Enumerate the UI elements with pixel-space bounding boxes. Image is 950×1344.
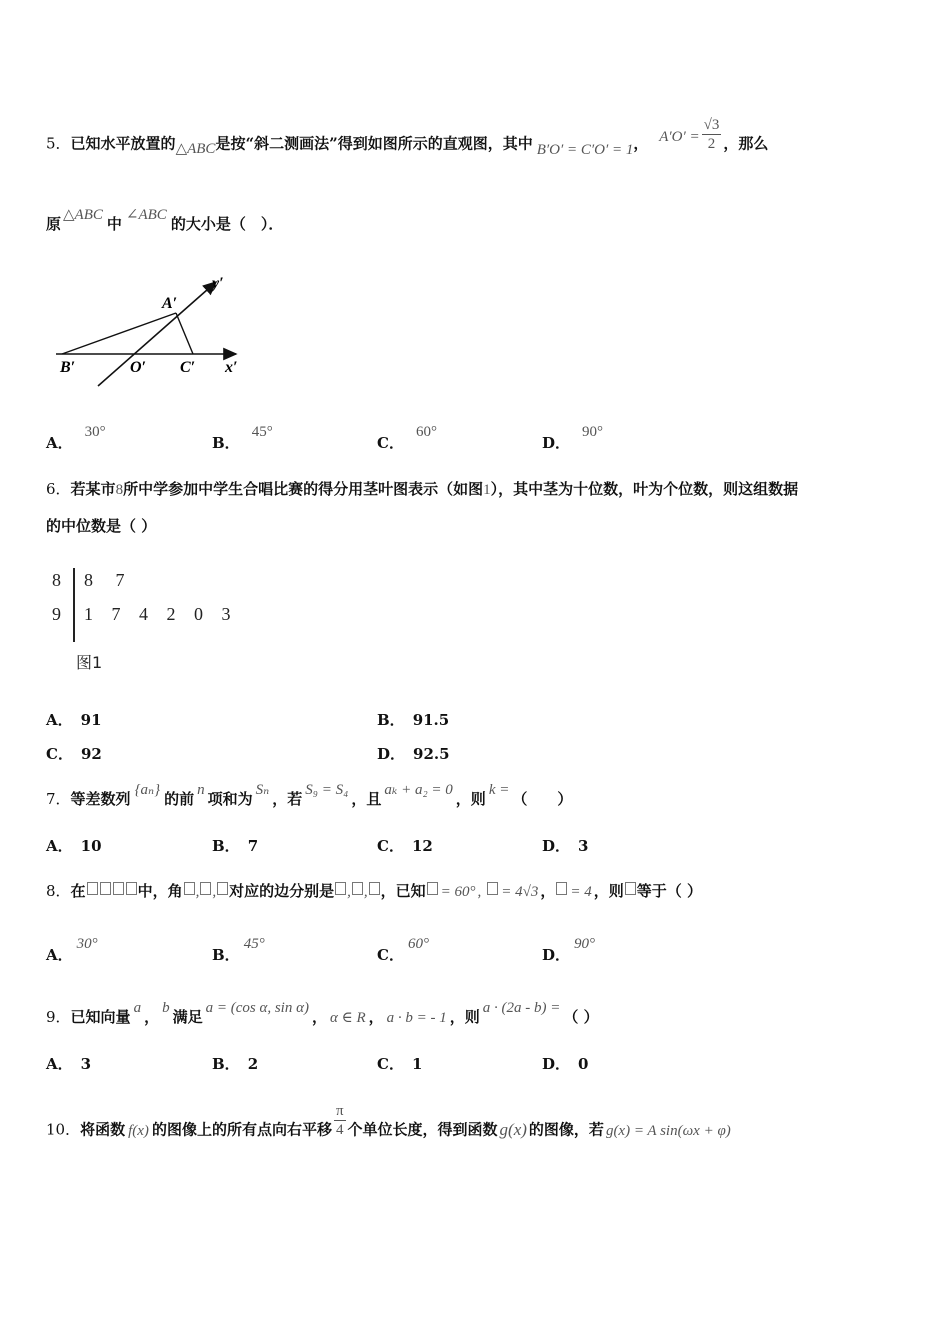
option-value: 0 <box>578 1055 589 1073</box>
q5-comma: ， <box>633 134 649 153</box>
option-label: A． <box>46 434 73 452</box>
option-value: 30° <box>84 424 106 440</box>
q9-option-d[interactable] <box>542 1053 588 1074</box>
q7-math: Sₙ <box>255 782 270 798</box>
q5-oblique-figure <box>50 268 250 388</box>
missing-glyph-box <box>427 882 438 895</box>
option-value: 45° <box>243 936 265 952</box>
option-value: 2 <box>247 1055 259 1073</box>
label-o: O′ <box>130 359 147 376</box>
q6-option-d[interactable] <box>377 743 450 764</box>
option-value: 45° <box>251 424 273 440</box>
q5-equation-bo-co: B′O′ = C′O′ = 1 <box>536 141 634 158</box>
option-label: D． <box>542 1055 571 1073</box>
leaf-value: 4 <box>139 604 148 624</box>
q7-text: 项和为 <box>207 790 253 808</box>
option-label: D． <box>542 434 571 452</box>
q10-line1 <box>46 1103 731 1149</box>
q8-text: ，则 <box>593 882 624 900</box>
label-b: B′ <box>60 359 76 376</box>
option-label: B． <box>212 1055 240 1073</box>
option-label: D． <box>542 837 571 855</box>
q8-text: ，已知 <box>380 882 426 900</box>
q7-text: ，若 <box>272 790 303 808</box>
q8-text: 对应的边分别是 <box>229 882 335 900</box>
option-label: A． <box>46 837 73 855</box>
missing-glyph-box <box>335 882 346 895</box>
q8-option-b[interactable] <box>212 936 265 965</box>
q8-math: = 4 <box>570 884 592 900</box>
figure-caption: 图1 <box>76 653 103 672</box>
q9-math: α ∈ R <box>329 1010 366 1026</box>
option-value: 3 <box>578 837 589 855</box>
q8-text: 等于（ ） <box>636 882 702 900</box>
q9-math: a <box>133 1000 142 1016</box>
q7-math: aₖ + a₂ = 0 <box>384 782 453 798</box>
q6-text: ），其中茎为十位数，叶为个位数，则这组数据 <box>490 480 799 498</box>
option-value: 10 <box>80 837 102 855</box>
missing-glyph-box <box>625 882 636 895</box>
q10-text: 将函数 <box>80 1120 126 1139</box>
fraction-numerator: π <box>335 1103 344 1119</box>
q5-option-c[interactable] <box>377 424 437 453</box>
q7-number: 7． <box>46 790 71 808</box>
q8-option-c[interactable] <box>377 936 429 965</box>
segment-ba <box>62 313 176 354</box>
label-y: y′ <box>212 275 224 292</box>
q9-option-c[interactable] <box>377 1053 422 1074</box>
option-label: C． <box>377 1055 404 1073</box>
missing-glyph-box <box>113 882 124 895</box>
q6-number: 6． <box>46 480 71 498</box>
leaves-row-9 <box>84 604 231 625</box>
leaf-value: 7 <box>111 604 121 624</box>
q9-text: （ ） <box>563 1008 599 1026</box>
missing-glyph-box <box>100 882 111 895</box>
q8-line1: 8．在 中，角 , , 对应的边分别是 , , ，已知 = 60° , = 4√3 ， = 4 ，则 等于（ ） <box>46 882 702 900</box>
option-value: 30° <box>76 936 98 952</box>
q6-text: 所中学参加中学生合唱比赛的得分用茎叶图表示（如图 <box>123 480 484 498</box>
q9-math: a = (cos α, sin α) <box>205 1000 309 1016</box>
option-value: 12 <box>411 837 433 855</box>
q5-number: 5． <box>46 134 71 153</box>
q5-text: 是按“斜二测画法”得到如图所示的直观图，其中 <box>215 134 533 153</box>
q8-option-a[interactable] <box>46 936 98 965</box>
stem-value: 9 <box>52 604 61 624</box>
leaves-row-8 <box>84 570 125 591</box>
option-label: C． <box>377 434 404 452</box>
q8-text: 在 <box>70 882 86 900</box>
fraction-denominator: 2 <box>707 136 716 152</box>
option-label: D． <box>377 745 406 763</box>
leaf-value: 3 <box>221 604 231 624</box>
missing-glyph-box <box>217 882 228 895</box>
option-value: 7 <box>247 837 259 855</box>
option-value: 92 <box>80 745 102 763</box>
option-label: C． <box>46 745 73 763</box>
option-label: B． <box>377 711 405 729</box>
q9-math: a · (2a - b) = <box>482 1000 561 1016</box>
q5-option-b[interactable] <box>212 424 273 453</box>
leaf-value: 7 <box>115 570 125 590</box>
option-value: 91 <box>80 711 102 729</box>
q5-line2 <box>46 207 284 236</box>
q7-option-a[interactable] <box>46 835 102 856</box>
q7-text: ，则 <box>455 790 486 808</box>
q10-math: f(x) <box>128 1122 149 1139</box>
q9-text: 满足 <box>172 1008 203 1026</box>
q5-option-d[interactable] <box>542 424 604 453</box>
q10-number: 10． <box>46 1120 81 1139</box>
q10-fraction <box>334 1102 346 1139</box>
q7-text: 的前 <box>164 790 195 808</box>
q8-math: = 60° <box>440 884 476 900</box>
q5-triangle: △ABC <box>63 207 103 223</box>
missing-glyph-box <box>352 882 363 895</box>
option-value: 60° <box>407 936 429 952</box>
q7-option-c[interactable] <box>377 835 433 856</box>
option-label: B． <box>212 946 240 964</box>
q10-text: 的图像，若 <box>528 1120 604 1139</box>
q7-option-d[interactable] <box>542 835 588 856</box>
option-label: C． <box>377 837 404 855</box>
q7-text: 等差数列 <box>70 790 131 808</box>
q7-math: k = <box>488 782 510 798</box>
q9-text: ，则 <box>449 1008 480 1026</box>
q5-angle: ∠ABC <box>125 207 167 223</box>
q6-line1 <box>46 478 798 501</box>
option-value: 90° <box>582 424 604 440</box>
q7-math: n <box>197 782 205 798</box>
option-value: 1 <box>411 1055 423 1073</box>
fraction-denominator: 4 <box>335 1122 344 1138</box>
q6-math: 1 <box>483 482 491 498</box>
option-label: D． <box>542 946 571 964</box>
q5-option-a[interactable] <box>46 424 106 453</box>
q5-equation-ao: A′O′ = <box>659 128 700 145</box>
q9-number: 9． <box>46 1008 71 1026</box>
q8-text: 中，角 <box>137 882 183 900</box>
leaf-value: 2 <box>166 604 176 624</box>
q8-number: 8． <box>46 882 71 900</box>
stem-row-9 <box>52 604 61 625</box>
label-c: C′ <box>180 359 196 376</box>
missing-glyph-box <box>184 882 195 895</box>
missing-glyph-box <box>126 882 137 895</box>
q6-stem-leaf-plot <box>50 566 240 676</box>
option-label: A． <box>46 1055 73 1073</box>
q9-option-b[interactable] <box>212 1053 258 1074</box>
q7-text: （ ） <box>512 790 573 808</box>
q6-option-b[interactable] <box>377 709 449 730</box>
option-value: 92.5 <box>413 745 450 763</box>
q6-text: 若某市 <box>70 480 116 498</box>
q7-math: {aₙ} <box>134 782 161 798</box>
q5-text: ，那么 <box>723 134 769 153</box>
q7-math: S₉ = S₄ <box>305 782 349 798</box>
q5-text: 的大小是（ ）． <box>170 215 284 233</box>
stem-value: 8 <box>52 570 61 590</box>
option-value: 3 <box>80 1055 92 1073</box>
option-label: B． <box>212 434 240 452</box>
option-label: C． <box>377 946 404 964</box>
missing-glyph-box <box>487 882 498 895</box>
leaf-value: 0 <box>194 604 203 624</box>
q8-math: = 4√3 <box>501 884 539 900</box>
q9-math: b <box>162 1000 170 1016</box>
option-value: 90° <box>574 936 596 952</box>
q10-math: g(x) <box>499 1119 527 1139</box>
leaf-value: 1 <box>84 604 93 624</box>
option-value: 91.5 <box>412 711 450 729</box>
q6-option-a[interactable] <box>46 709 102 730</box>
q9-option-a[interactable] <box>46 1053 91 1074</box>
q6-line2: 的中位数是（ ） <box>46 517 157 535</box>
q5-fraction <box>702 116 722 153</box>
q6-option-c[interactable] <box>46 743 102 764</box>
fraction-numerator: √3 <box>703 117 720 133</box>
q7-line1 <box>46 782 573 811</box>
q8-option-d[interactable] <box>542 936 596 965</box>
q9-text: 已知向量 <box>70 1008 131 1026</box>
q10-text: 的图像上的所有点向右平移 <box>151 1120 332 1139</box>
missing-glyph-box <box>200 882 211 895</box>
q10-math: g(x) = A sin(ωx + φ) <box>605 1122 731 1139</box>
q9-math: a · b = - 1 <box>386 1010 447 1026</box>
q7-text: ，且 <box>351 790 382 808</box>
missing-glyph-box <box>369 882 380 895</box>
q7-option-b[interactable] <box>212 835 258 856</box>
q9-text: ， <box>144 1008 160 1026</box>
option-label: A． <box>46 946 73 964</box>
leaf-value: 8 <box>84 570 93 590</box>
label-a: A′ <box>162 295 178 312</box>
segment-ac <box>176 313 193 354</box>
missing-glyph-box <box>556 882 567 895</box>
stem-row-8 <box>52 570 61 591</box>
option-label: A． <box>46 711 73 729</box>
q9-line1: 9．已知向量 a ， b 满足 a = (cos α, sin α) ， α ∈ R ， a · b = - 1 ，则 a · (2a - b) = （ ） <box>46 1000 599 1026</box>
label-x: x′ <box>225 359 238 376</box>
q5-text: 已知水平放置的 <box>70 134 176 153</box>
missing-glyph-box <box>87 882 98 895</box>
q5-text: 中 <box>106 215 122 233</box>
q10-text: 个单位长度，得到函数 <box>347 1120 498 1139</box>
q5-line1 <box>46 117 769 163</box>
option-value: 60° <box>415 424 437 440</box>
q5-text: 原 <box>46 215 62 233</box>
q6-math: 8 <box>115 482 124 498</box>
q5-triangle: △ABC <box>175 140 216 157</box>
option-label: B． <box>212 837 240 855</box>
